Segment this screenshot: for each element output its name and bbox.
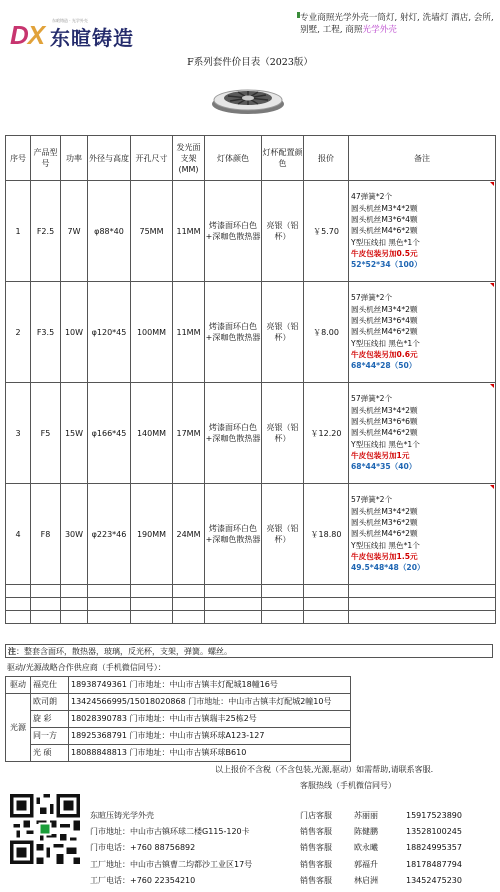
table-row xyxy=(6,181,496,282)
item-cup: 亮银（铝杯） xyxy=(262,383,304,484)
staff-phone[interactable]: 13452475230 xyxy=(406,875,462,885)
supplier-row xyxy=(6,745,351,762)
comment-marker xyxy=(490,485,494,489)
staff-name: 郭福升 xyxy=(354,859,378,869)
supplier-category: 驱动 xyxy=(6,677,31,694)
staff-phone[interactable]: 18824995357 xyxy=(406,843,462,853)
supplier-info: 18925368791 门市地址：中山市古镇环球A123-127 xyxy=(69,728,351,745)
item-notes xyxy=(349,484,496,585)
item-price: ￥12.20 xyxy=(304,383,349,484)
comment-marker xyxy=(490,283,494,287)
note-line: 圆头机丝M4*6*2颗 xyxy=(351,529,418,539)
supplier-info: 18938749361 门市地址：中山市古镇丰灯配城18幢16号 xyxy=(69,677,351,694)
note-line: 圆头机丝M3*6*6颗 xyxy=(351,417,418,427)
supplier-info: 13424566995/15018020868 门市地址：中山市古镇丰灯配城2幢10号 xyxy=(69,694,351,711)
supplier-table xyxy=(5,676,351,762)
supplier-name: 旋 彩 xyxy=(31,711,69,728)
item-hole: 100MM xyxy=(131,282,173,383)
note-line: Y型压线扣 黑色*1个 xyxy=(351,540,420,550)
col-header: 开孔尺寸 xyxy=(131,136,173,181)
staff-role: 销售客服 xyxy=(300,843,332,853)
supplier-info: 18088848813 门市地址：中山市古镇环球B610 xyxy=(69,745,351,762)
note-label: 注 xyxy=(8,647,16,656)
note-line: 57弹簧*2个 xyxy=(351,293,393,303)
item-no: 4 xyxy=(6,484,31,585)
col-header: 序号 xyxy=(6,136,31,181)
col-header: 外径与高度 xyxy=(88,136,131,181)
note-line: Y型压线扣 黑色*1个 xyxy=(351,338,420,348)
logo-mark: DX xyxy=(10,20,45,50)
supplier-row xyxy=(6,711,351,728)
item-bracket: 11MM xyxy=(173,282,205,383)
factory-address: 工厂地址：中山市古镇曹二均都沙工业区17号 xyxy=(90,859,253,869)
company-name: 东暄压铸光学外壳 xyxy=(90,811,154,820)
item-body-color: 烤漆面环白色+深咖色散热器 xyxy=(205,383,262,484)
leather-surcharge: 牛皮包装另加1.5元 xyxy=(351,551,418,561)
item-hole: 190MM xyxy=(131,484,173,585)
slogan xyxy=(300,12,496,36)
item-power: 15W xyxy=(61,383,88,484)
item-body-color: 烤漆面环白色+深咖色散热器 xyxy=(205,181,262,282)
item-no: 3 xyxy=(6,383,31,484)
item-notes xyxy=(349,383,496,484)
staff-row xyxy=(300,873,490,889)
item-price: ￥5.70 xyxy=(304,181,349,282)
item-power: 10W xyxy=(61,282,88,383)
supplier-category: 光源 xyxy=(6,694,31,762)
item-no: 1 xyxy=(6,181,31,282)
item-bracket: 17MM xyxy=(173,383,205,484)
col-header: 备注 xyxy=(349,136,496,181)
item-body-color: 烤漆面环白色+深咖色散热器 xyxy=(205,484,262,585)
suppliers-heading: 驱动/光源战略合作供应商（手机微信同号）： xyxy=(7,663,166,672)
company-logo xyxy=(10,18,160,52)
staff-role: 销售客服 xyxy=(300,827,332,837)
staff-name: 陈健鹏 xyxy=(354,827,378,837)
col-header: 灯体颜色 xyxy=(205,136,262,181)
item-hole: 75MM xyxy=(131,181,173,282)
note-line: 圆头机丝M3*4*2颗 xyxy=(351,203,418,213)
carton-size: 52*52*34（100） xyxy=(351,260,422,270)
wechat-qr-code[interactable] xyxy=(10,794,80,864)
supplier-name: 福克仕 xyxy=(31,677,69,694)
staff-row xyxy=(300,857,490,873)
staff-contacts xyxy=(300,808,490,889)
note-line: 圆头机丝M4*6*2颗 xyxy=(351,428,418,438)
price-table xyxy=(5,135,496,624)
item-cup: 亮银（铝杯） xyxy=(262,282,304,383)
item-cup: 亮银（铝杯） xyxy=(262,181,304,282)
note-text: ：整套含面环，散热器，玻璃，反光杯，支架，弹簧。螺丝。 xyxy=(16,647,232,656)
table-row xyxy=(6,282,496,383)
item-size: φ120*45 xyxy=(88,282,131,383)
staff-name: 苏丽丽 xyxy=(354,811,378,820)
supplier-name: 光 硕 xyxy=(31,745,69,762)
shop-address: 门市地址：中山市古镇环球二楼G115-120卡 xyxy=(90,827,250,837)
col-header: 功率 xyxy=(61,136,88,181)
note-line: Y型压线扣 黑色*1个 xyxy=(351,439,420,449)
empty-row xyxy=(6,585,496,598)
staff-phone[interactable]: 18178487794 xyxy=(406,859,462,869)
table-header-row xyxy=(6,136,496,181)
col-header: 灯杯配置颜色 xyxy=(262,136,304,181)
col-header: 报价 xyxy=(304,136,349,181)
empty-row xyxy=(6,598,496,611)
shop-phone: 门市电话：+760 88756892 xyxy=(90,843,196,853)
item-notes xyxy=(349,181,496,282)
item-body-color: 烤漆面环白色+深咖色散热器 xyxy=(205,282,262,383)
supplier-row xyxy=(6,728,351,745)
price-disclaimer: 以上报价不含税（不含包装,光源,驱动）如需帮助,请联系客服. xyxy=(215,765,434,774)
item-size: φ166*45 xyxy=(88,383,131,484)
staff-role: 销售客服 xyxy=(300,875,332,885)
item-price: ￥8.00 xyxy=(304,282,349,383)
note-line: 圆头机丝M3*4*2颗 xyxy=(351,506,418,516)
note-line: 圆头机丝M4*6*2颗 xyxy=(351,226,418,236)
note-line: 圆头机丝M4*6*2颗 xyxy=(351,327,418,337)
staff-role: 门店客服 xyxy=(300,811,332,820)
item-model: F3.5 xyxy=(31,282,61,383)
staff-phone[interactable]: 15917523890 xyxy=(406,811,462,820)
staff-row xyxy=(300,824,490,840)
item-bracket: 11MM xyxy=(173,181,205,282)
table-row xyxy=(6,383,496,484)
col-header: 发光面支架(MM) xyxy=(173,136,205,181)
downlight-product-image xyxy=(208,78,288,118)
note-line: 47弹簧*2个 xyxy=(351,192,393,202)
sheet-title: F系列套件价目表（2023版） xyxy=(187,57,313,68)
item-notes xyxy=(349,282,496,383)
staff-name: 欧永曦 xyxy=(354,843,378,853)
staff-phone[interactable]: 13528100245 xyxy=(406,827,462,837)
item-hole: 140MM xyxy=(131,383,173,484)
staff-name: 林启洲 xyxy=(354,875,378,885)
note-line: 57弹簧*2个 xyxy=(351,495,393,505)
staff-row xyxy=(300,840,490,856)
note-line: 圆头机丝M3*6*2颗 xyxy=(351,518,418,528)
item-size: φ88*40 xyxy=(88,181,131,282)
staff-role: 销售客服 xyxy=(300,859,332,869)
supplier-name: 欧司朗 xyxy=(31,694,69,711)
carton-size: 49.5*48*48（20） xyxy=(351,563,425,573)
item-power: 30W xyxy=(61,484,88,585)
comment-marker xyxy=(490,182,494,186)
leather-surcharge: 牛皮包装另加0.6元 xyxy=(351,349,418,359)
supplier-row xyxy=(6,677,351,694)
empty-row xyxy=(6,611,496,624)
package-note xyxy=(5,644,493,658)
col-header: 产品型号 xyxy=(31,136,61,181)
supplier-name: 同一方 xyxy=(31,728,69,745)
logo-name: 东暄铸造 xyxy=(50,26,134,50)
slogan-text: 专业商照光学外壳一筒灯, 射灯, 洗墙灯 酒店, 会所, 别墅, 工程, 商照 xyxy=(300,13,494,35)
carton-size: 68*44*35（40） xyxy=(351,462,417,472)
carton-size: 68*44*28（50） xyxy=(351,361,417,371)
item-bracket: 24MM xyxy=(173,484,205,585)
hotline-heading: 客服热线（手机微信同号） xyxy=(300,781,396,790)
logo-tagline: 东暄铸造 · 光学外壳 xyxy=(52,18,88,23)
note-line: 57弹簧*2个 xyxy=(351,394,393,404)
item-model: F2.5 xyxy=(31,181,61,282)
note-line: 圆头机丝M3*6*4颗 xyxy=(351,316,418,326)
note-line: Y型压线扣 黑色*1个 xyxy=(351,237,420,247)
note-line: 圆头机丝M3*4*2颗 xyxy=(351,304,418,314)
note-line: 圆头机丝M3*6*4颗 xyxy=(351,215,418,225)
item-no: 2 xyxy=(6,282,31,383)
factory-phone: 工厂电话：+760 22354210 xyxy=(90,875,196,885)
item-price: ￥18.80 xyxy=(304,484,349,585)
item-cup: 亮银（铝杯） xyxy=(262,484,304,585)
table-row xyxy=(6,484,496,585)
note-line: 圆头机丝M3*4*2颗 xyxy=(351,405,418,415)
staff-row xyxy=(300,808,490,824)
item-model: F5 xyxy=(31,383,61,484)
item-model: F8 xyxy=(31,484,61,585)
leather-surcharge: 牛皮包装另加0.5元 xyxy=(351,248,418,258)
leather-surcharge: 牛皮包装另加1元 xyxy=(351,450,410,460)
supplier-row xyxy=(6,694,351,711)
supplier-info: 18028390783 门市地址：中山市古镇瑞丰25栋2号 xyxy=(69,711,351,728)
comment-marker xyxy=(490,384,494,388)
item-size: φ223*46 xyxy=(88,484,131,585)
company-info xyxy=(90,808,290,889)
item-power: 7W xyxy=(61,181,88,282)
slogan-highlight: 光学外壳 xyxy=(362,25,397,35)
